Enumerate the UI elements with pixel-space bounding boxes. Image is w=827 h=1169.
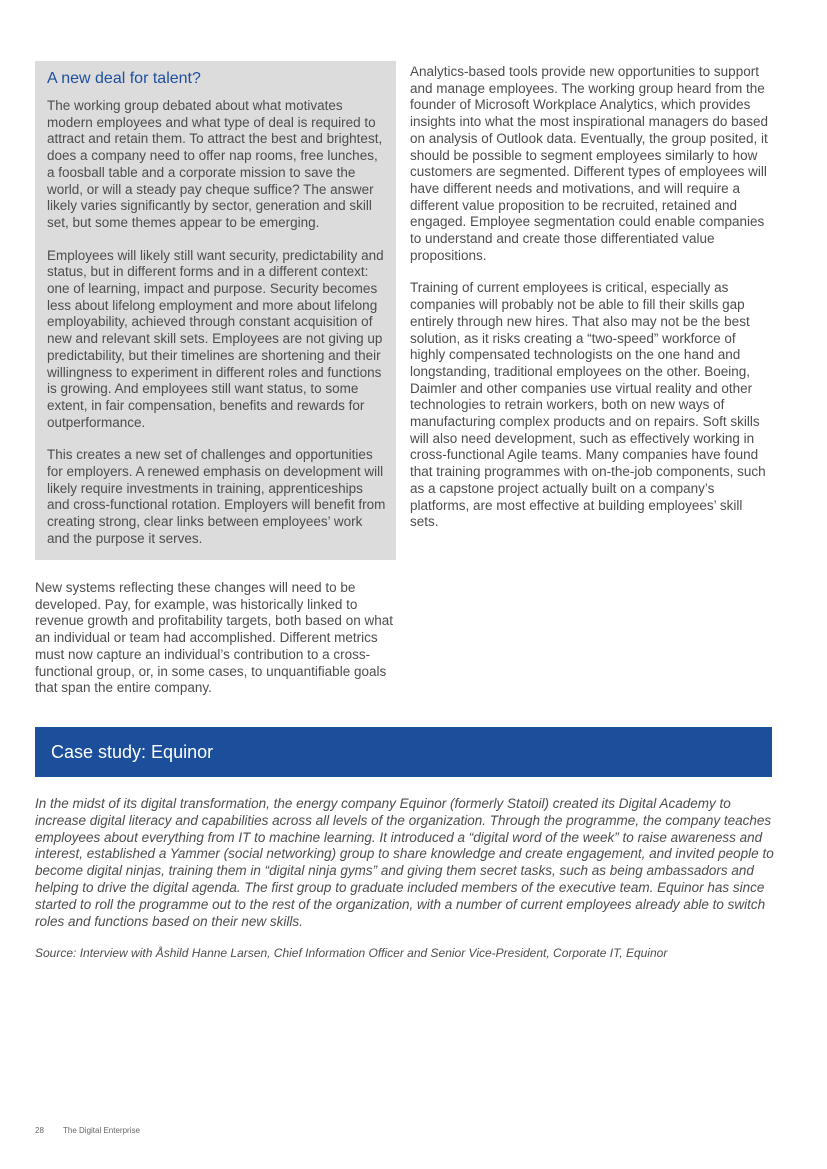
left-column-text	[35, 580, 397, 713]
right-column-paragraph-2: Training of current employees is critical, especially as companies will probably not be able to fill their skills gap entirely through new hires. That also may not be the best solution, as it risks creating a “two-speed” workforce of highly compensated technologists on the one hand and longstanding, traditional employees on the other. Boeing, Daimler and other companies use virtual reality and other technologies to retrain workers, both on new ways of manufacturing complex products and on repairs. Soft skills will also need development, such as effectively working in cross-functional Agile teams. Many companies have found that training programmes with on-the-job components, such as a capstone project actually built on a company’s platforms, are most effective at building employees’ skill sets.	[410, 280, 766, 530]
case-study-section	[35, 796, 775, 977]
right-column-text	[410, 64, 772, 547]
sidebar-box	[35, 61, 396, 560]
sidebar-box-paragraph-1: The working group debated about what motivates modern employees and what type of deal is required to attract and retain them. To attract the best and brightest, does a company need to offer nap rooms, free lunches, a foosball table and a corporate mission to save the world, or will a steady pay cheque suffice? The answer likely varies significantly by sector, generation and skill set, but some themes appear to be emerging.	[47, 98, 383, 230]
case-study-title: Case study: Equinor	[51, 741, 214, 762]
right-column-paragraph-1: Analytics-based tools provide new opportunities to support and manage employees. The working group heard from the founder of Microsoft Workplace Analytics, which provides insights into what the most inspirational managers do based on analysis of Outlook data. Eventually, the group posited, it should be possible to segment employees similarly to how customers are segmented. Different types of employees will have different needs and motivations, and will require a different value proposition to be recruited, retained and engaged. Employee segmentation could enable companies to understand and create those differentiated value propositions.	[410, 64, 768, 263]
page-footer	[35, 1126, 140, 1135]
sidebar-box-paragraph-3: This creates a new set of challenges and opportunities for employers. A renewed emphasis on development will likely require investments in training, apprenticeships and cross-functional rotation. Employers will benefit from creating strong, clear links between employees’ work and the purpose it serves.	[47, 447, 386, 546]
case-study-body: In the midst of its digital transformation, the energy company Equinor (formerly Statoil) created its Digital Academy to increase digital literacy and capabilities across all levels of the organization. Through the programme, the company teaches employees about everything from IT to machine learning. It introduced a “digital word of the week” to raise awareness and interest, established a Yammer (social networking) group to share knowledge and create engagement, and invited people to become digital ninjas, training them in “digital ninja gyms” and giving them secret tasks, such as being ambassadors and helping to drive the digital agenda. The first group to graduate included members of the executive team. Equinor has since started to roll the programme out to the rest of the organization, with a number of current employees already able to switch roles and functions based on their new skills.	[35, 796, 774, 929]
case-study-source: Source: Interview with Åshild Hanne Larsen, Chief Information Officer and Senior Vice-President, Corporate IT, Equinor	[35, 946, 668, 961]
page-number: 28	[35, 1126, 44, 1135]
case-study-banner	[35, 727, 772, 777]
sidebar-box-title: A new deal for talent?	[47, 70, 201, 87]
sidebar-box-paragraph-2: Employees will likely still want security, predictability and status, but in different forms and in a different context: one of learning, impact and purpose. Security becomes less about lifelong employment and more about lifelong employability, achieved through constant acquisition of new and relevant skill sets. Employees are not giving up predictability, but their timelines are shortening and their willingness to experiment in different roles and functions is growing. And employees still want status, to some extent, in fair compensation, benefits and rewards for outperformance.	[47, 247, 384, 430]
publication-title: The Digital Enterprise	[63, 1126, 140, 1135]
left-column-paragraph: New systems reflecting these changes will need to be developed. Pay, for example, was historically linked to revenue growth and profitability targets, both based on what an individual or team had accomplished. Different metrics must now capture an individual’s contribution to a cross-functional group, or, in some cases, to unquantifiable goals that span the entire company.	[35, 580, 393, 696]
